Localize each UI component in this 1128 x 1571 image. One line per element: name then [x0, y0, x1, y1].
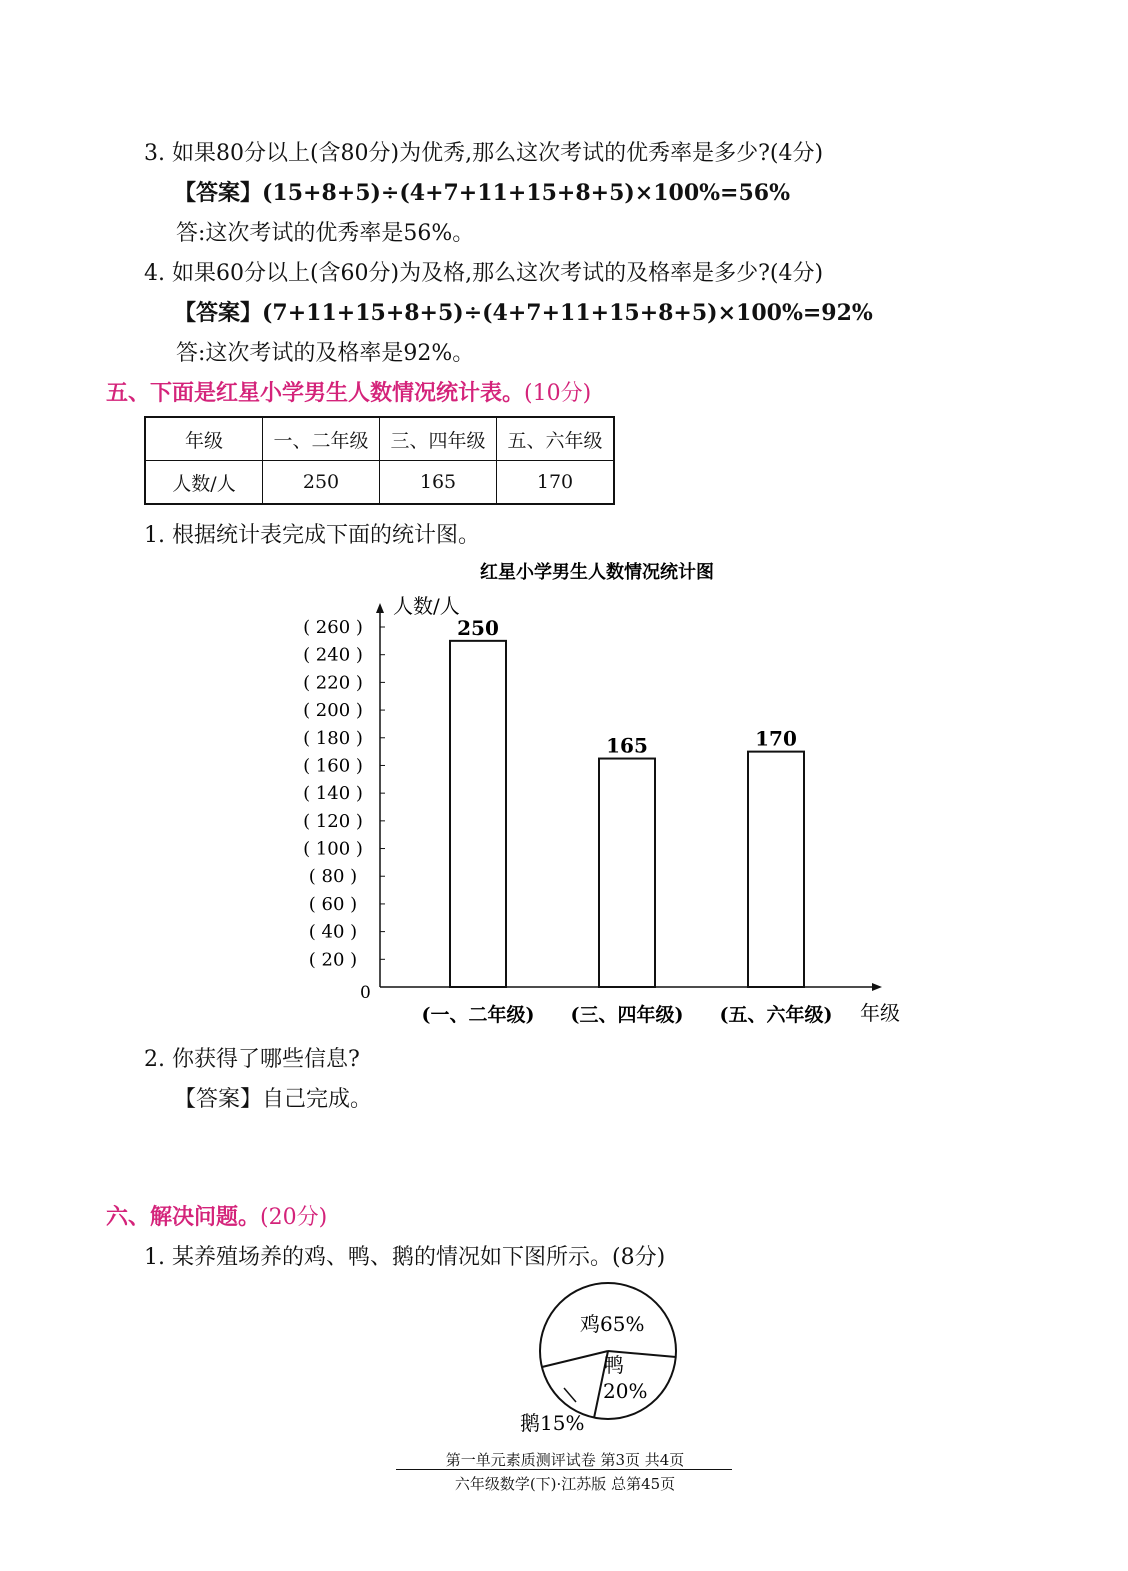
q3-question: 3. 如果80分以上(含80分)为优秀,那么这次考试的优秀率是多少?(4分) [144, 141, 824, 166]
x-axis-arrow [872, 983, 882, 991]
y-axis-arrow [376, 603, 384, 613]
section5-score: (10分) [524, 381, 592, 406]
table-cell: 170 [497, 461, 615, 505]
bar [450, 641, 506, 987]
section5-q1: 1. 根据统计表完成下面的统计图。 [144, 523, 480, 548]
x-tick-label: (三、四年级) [570, 1004, 684, 1026]
y-tick-label: ( 120 ) [303, 810, 363, 832]
y-tick-label: ( 100 ) [303, 838, 363, 860]
bar [599, 759, 655, 987]
stats-table [144, 416, 615, 505]
chart-axes [360, 594, 900, 1025]
table-cell: 人数/人 [145, 461, 263, 505]
pie-label-duck-name: 鸭 [604, 1353, 624, 1377]
table-header-cell: 年级 [145, 417, 263, 461]
y-tick-label: ( 40 ) [308, 921, 358, 943]
table-header-cell: 五、六年级 [497, 417, 615, 461]
footer-line-1: 第一单元素质测评试卷 第3页 共4页 [445, 1451, 685, 1469]
bar-value-label: 170 [755, 726, 797, 751]
y-tick-label: ( 260 ) [303, 617, 363, 638]
bar-value-label: 250 [457, 615, 499, 640]
q4-question: 4. 如果60分以上(含60分)为及格,那么这次考试的及格率是多少?(4分) [144, 261, 824, 286]
y-tick-label: ( 180 ) [303, 727, 363, 749]
footer-line-2: 六年级数学(下)·江苏版 总第45页 [454, 1475, 676, 1493]
section6-score: (20分) [260, 1205, 328, 1230]
y-tick-label: ( 160 ) [303, 755, 363, 777]
y-tick-label: ( 200 ) [303, 700, 363, 722]
stats-table-header-row [145, 417, 614, 461]
section5-title: 五、下面是红星小学男生人数情况统计表。 [106, 380, 525, 406]
q4-answer: 【答案】(7+11+15+8+5)÷(4+7+11+15+8+5)×100%=92% [174, 300, 873, 326]
y-tick-label: ( 220 ) [303, 672, 363, 694]
x-tick-label: (一、二年级) [421, 1004, 535, 1026]
table-header-cell: 三、四年级 [380, 417, 497, 461]
q3-answer: 【答案】(15+8+5)÷(4+7+11+15+8+5)×100%=56% [174, 180, 791, 206]
pie-label-duck-value: 20% [603, 1379, 648, 1403]
x-axis-label: 年级 [860, 1001, 900, 1025]
chart-bars [450, 616, 804, 987]
table-cell: 165 [380, 461, 497, 505]
section6-title: 六、解决问题。 [106, 1204, 261, 1230]
section5-q2: 2. 你获得了哪些信息? [144, 1047, 360, 1072]
bar-value-label: 165 [606, 733, 648, 758]
y-tick-label: ( 60 ) [308, 893, 358, 915]
table-cell: 250 [263, 461, 380, 505]
y-tick-label: ( 140 ) [303, 783, 363, 805]
section6-q1: 1. 某养殖场养的鸡、鸭、鹅的情况如下图所示。(8分) [144, 1245, 666, 1270]
chart-title: 红星小学男生人数情况统计图 [480, 562, 714, 583]
chart-y-ticks [303, 617, 385, 970]
pie-label-chicken: 鸡65% [580, 1312, 645, 1336]
section5-heading [106, 376, 591, 407]
pie-divider-chicken-goose [542, 1351, 608, 1367]
y-tick-label: ( 240 ) [303, 644, 363, 666]
section5-q2-answer: 【答案】自己完成。 [174, 1087, 373, 1112]
bar [748, 752, 804, 987]
y-axis-label: 人数/人 [393, 594, 460, 618]
y-tick-label: ( 80 ) [308, 866, 358, 888]
pie-label-goose: 鹅15% [520, 1411, 585, 1435]
section6-heading [106, 1200, 327, 1231]
q4-reply: 答:这次考试的及格率是92%。 [176, 341, 475, 366]
table-header-cell: 一、二年级 [263, 417, 380, 461]
goose-leader-line [564, 1388, 576, 1402]
pie-chart [500, 1280, 740, 1440]
x-tick-label: (五、六年级) [719, 1004, 833, 1026]
stats-table-data-row [145, 461, 614, 505]
chart-x-ticks [422, 1003, 833, 1026]
q3-reply: 答:这次考试的优秀率是56%。 [176, 221, 475, 246]
y-tick-label: ( 20 ) [308, 949, 358, 971]
origin-label: 0 [360, 983, 371, 1003]
